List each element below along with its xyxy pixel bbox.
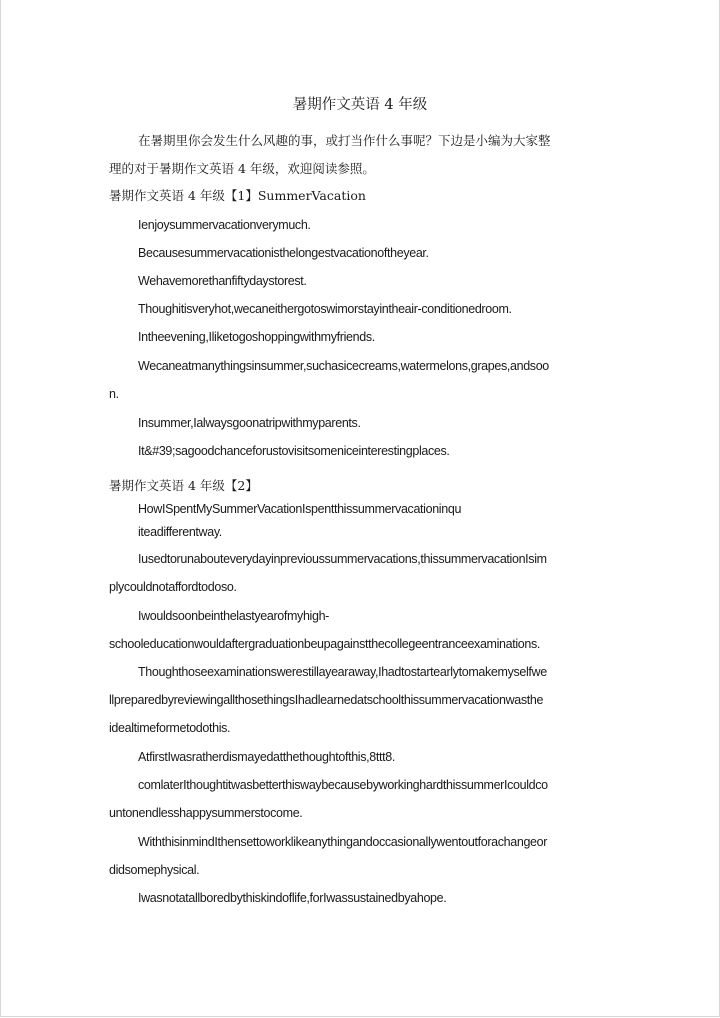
paragraph-line: Thoughitisveryhot,wecaneithergotoswimorstayintheair-conditionedroom. [138,302,512,316]
paragraph-line: Wehavemorethanfiftydaystorest. [138,274,307,288]
paragraph-line: It&#39;sagoodchanceforustovisitsomeniceinterestingplaces. [138,444,450,458]
paragraph-line: AtfirstIwasratherdismayedatthethoughtofthis,8ttt8. [138,750,395,764]
paragraph-line: Insummer,Ialwaysgoonatripwithmyparents. [138,416,361,430]
paragraph-line: idealtimeformetodothis. [109,721,231,735]
paragraph-line: Iusedtorunabouteverydayinprevioussummervacations,thissummervacationIsim [138,552,547,566]
paragraph-line: llpreparedbyreviewingallthosethingsIhadlearnedatschoolthissummervacationwasthe [109,693,544,707]
paragraph-line: WiththisinmindIthensettoworklikeanythingandoccasionallywentoutforachangeor [138,835,548,849]
paragraph-line: comlaterIthoughtitwasbetterthiswaybecausebyworkinghardthissummerIcouldco [138,778,548,792]
section-1-heading: 暑期作文英语 4 年级【1】SummerVacation [109,188,366,203]
intro-line-1: 在暑期里你会发生什么风趣的事，或打当作什么事呢？下边是小编为大家整 [138,133,551,148]
paragraph-line: HowISpentMySummerVacationIspentthissummervacationinqu [138,502,462,516]
section-2-heading: 暑期作文英语 4 年级【2】 [109,478,258,493]
intro-line-2: 理的对于暑期作文英语 4 年级，欢迎阅读参照。 [109,161,375,176]
paragraph-line: Thoughthoseexaminationswerestillayearaway,Ihadtostartearlytomakemyselfwe [138,665,547,679]
paragraph-line: Wecaneatmanythingsinsummer,suchasicecreams,watermelons,grapes,andsoo [138,359,549,373]
paragraph-line: untonendlesshappysummerstocome. [109,806,303,820]
document-title: 暑期作文英语 4 年级 [292,97,428,113]
paragraph-line: Iwouldsoonbeinthelastyearofmyhigh- [138,609,329,623]
paragraph-line: Intheevening,Iliketogoshoppingwithmyfriends. [138,330,375,344]
paragraph-line: didsomephysical. [109,863,200,877]
paragraph-line: Iwasnotatallboredbythiskindoflife,forIwassustainedbyahope. [138,891,447,905]
paragraph-line: iteadifferentway. [138,525,222,539]
paragraph-line: Becausesummervacationisthelongestvacationoftheyear. [138,246,429,260]
paragraph-line: n. [109,387,119,401]
paragraph-line: schooleducationwouldaftergraduationbeupagainstthecollegeentranceexaminations. [109,637,541,651]
paragraph-line: plycouldnotaffordtodoso. [109,580,237,594]
paragraph-line: Ienjoysummervacationverymuch. [138,218,311,232]
